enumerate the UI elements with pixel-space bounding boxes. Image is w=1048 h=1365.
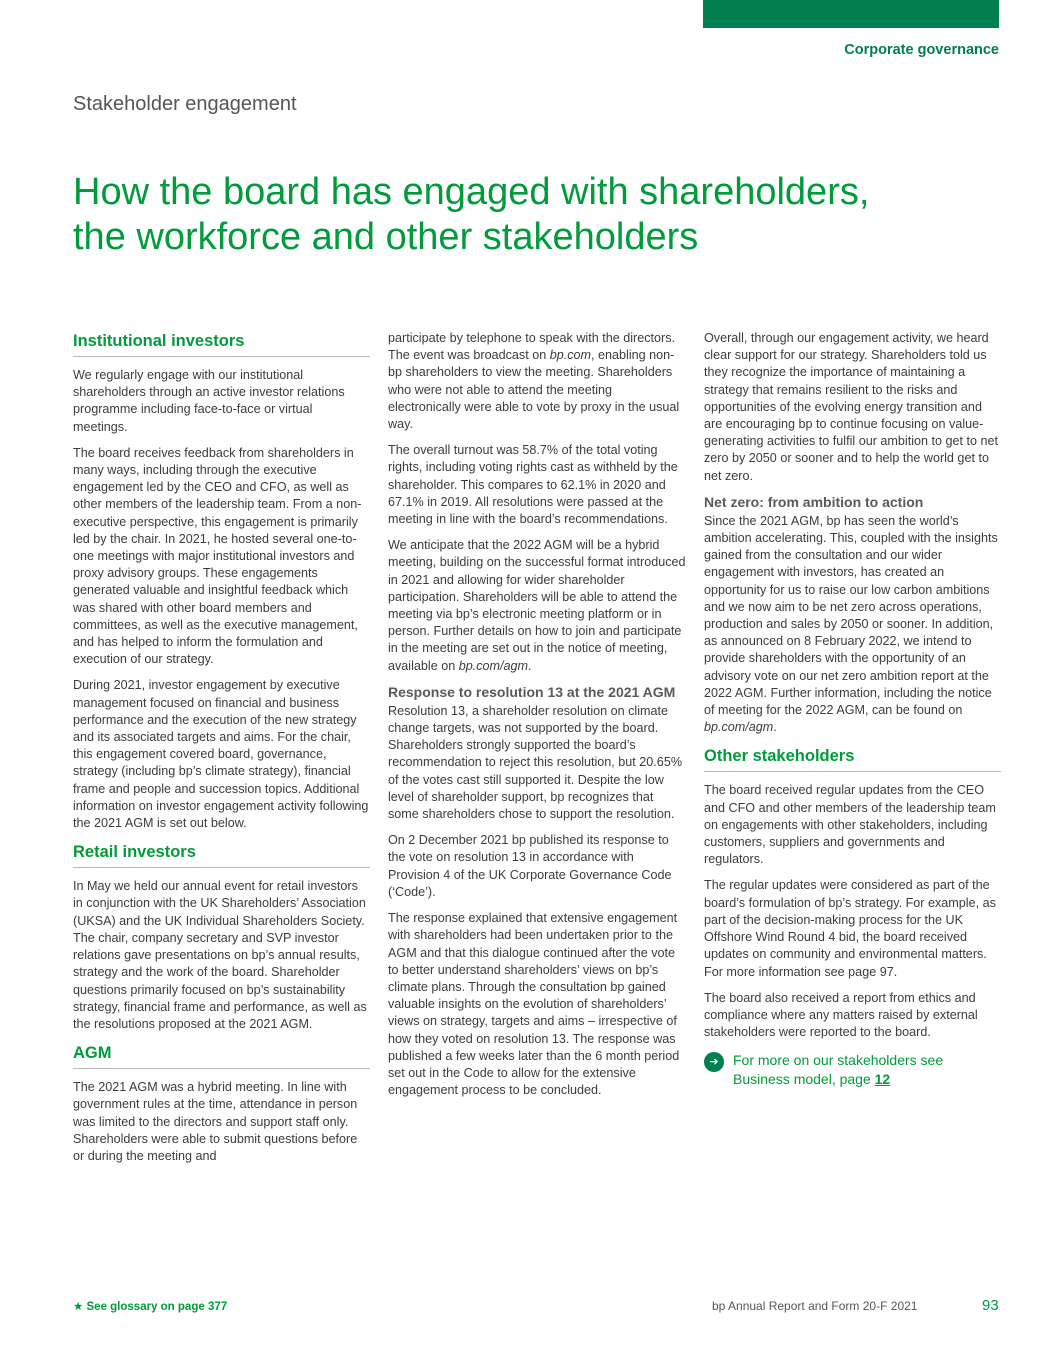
- paragraph: The overall turnout was 58.7% of the total voting rights, including voting rights cast as withheld by the shareholder. This compares to 62.1% in 2020 and 67.1% in 2019. All resolutions were passed at the meeting in line with the board’s recommendations.: [388, 443, 678, 527]
- paragraph: The board also received a report from ethics and compliance where any matters raised by external stakeholders were reported to the board.: [704, 990, 978, 1040]
- paragraph: Since the 2021 AGM, bp has seen the world’s ambition accelerating. This, coupled with the insights gained from the consultation and our wider engagement with investors, has created an opportunity for us to raise our low carbon ambitions and we now aim to be net zero across operations, production and sales by 2050 or sooner. In addition, as announced on 8 February 2022, we intend to provide shareholders with the opportunity of an advisory vote on our net zero ambition report at the 2022 AGM. Further information, including the notice of meeting for the 2022 AGM, can be found on bp.com/agm.: [704, 513, 998, 735]
- arrow-circle-icon: ➔: [704, 1052, 724, 1072]
- paragraph: In May we held our annual event for retail investors in conjunction with the UK Shareholders’ Association (UKSA) and the UK Individual Shareholders Society. The chair, company secretary and SVP investor relations gave presentations on bp’s annual results, strategy and the work of the board. Shareholder questions primarily focused on bp’s sustainability strategy, financial frame and performance, as well as the resolutions proposed at the 2021 AGM.: [73, 879, 367, 1031]
- bp-agm-link[interactable]: bp.com/agm: [458, 658, 529, 673]
- column-3: [704, 330, 1001, 1089]
- paragraph: During 2021, investor engagement by executive management focused on financial and business performance and the execution of the new strategy and its associated targets and aims. For the chair, this engagement covered board, governance, strategy (including bp’s climate strategy), financial frame and people and succession topics. Additional information on investor engagement activity following the 2021 AGM is set out below.: [73, 678, 369, 831]
- cross-reference[interactable]: [704, 1051, 1001, 1089]
- page-number: 93: [982, 1297, 999, 1314]
- heading-retail-investors: Retail investors: [73, 841, 370, 868]
- paragraph: The regular updates were considered as part of the board’s formulation of bp’s strategy. For example, as part of the decision-making process for the UK Offshore Wind Round 4 bid, the board received updates on community and environmental matters. For more information see page 97.: [704, 878, 996, 979]
- paragraph: The response explained that extensive engagement with shareholders had been undertaken prior to the AGM and that this dialogue continued after the vote to better understand shareholders’ views on bp’s climate plans. Through the consultation bp gained valuable insights on the evolution of shareholders’ views on strategy, targets and aims – irrespective of how they voted on resolution 13. The response was published a few weeks later than the 6 month period set out in the Code to allow for the extensive engagement process to be concluded.: [388, 911, 680, 1098]
- heading-net-zero: Net zero: from ambition to action: [704, 493, 924, 510]
- paragraph: participate by telephone to speak with the directors. The event was broadcast on bp.com, enabling non-bp shareholders to view the meeting. Shareholders who were not able to attend the meeting electronically were able to vote by proxy in the usual way.: [388, 331, 680, 432]
- header-accent-bar: [703, 0, 999, 28]
- report-title: bp Annual Report and Form 20-F 2021: [712, 1299, 918, 1313]
- paragraph: Overall, through our engagement activity, we heard clear support for our strategy. Shareholders told us they recognize the importance of maintaining a strategy that remains resilient to the risks and opportunities of the evolving energy transition and are encouraging bp to continue focusing on value-generating activities to fulfil our ambition to get to net zero by 2050 or sooner and to help the world get to net zero.: [704, 331, 999, 483]
- paragraph: We regularly engage with our institutional shareholders through an active investor relations programme including face-to-face or virtual meetings.: [73, 368, 345, 434]
- paragraph: We anticipate that the 2022 AGM will be a hybrid meeting, building on the successful format introduced in 2021 and allowing for wider shareholder participation. Shareholders will be able to attend the meeting via bp’s electronic meeting platform or in person. Further details on how to join and participate in the meeting are set out in the notice of meeting, available on bp.com/agm.: [388, 538, 686, 673]
- page-title: How the board has engaged with shareholders, the workforce and other stakeholders: [73, 171, 870, 258]
- bp-com-link[interactable]: bp.com: [549, 348, 592, 363]
- paragraph: On 2 December 2021 bp published its response to the vote on resolution 13 in accordance with Provision 4 of the UK Corporate Governance Code (‘Code’).: [388, 833, 672, 899]
- cross-reference-text[interactable]: For more on our stakeholders see Business model, page 12: [733, 1052, 944, 1088]
- page-reference-link[interactable]: 12: [874, 1071, 891, 1088]
- column-2: [388, 330, 686, 1108]
- glossary-link[interactable]: ★ See glossary on page 377: [73, 1301, 228, 1313]
- paragraph: The 2021 AGM was a hybrid meeting. In line with government rules at the time, attendance in person was limited to the directors and support staff only. Shareholders were able to submit questions before or during the meeting and: [73, 1080, 358, 1163]
- section-label: Corporate governance: [844, 42, 999, 58]
- heading-institutional-investors: Institutional investors: [73, 330, 370, 357]
- paragraph: The board receives feedback from shareholders in many ways, including through the executive engagement led by the CEO and CFO, as well as other members of the leadership team. From a non-executive perspective, this engagement is primarily led by the chair. In 2021, he hosted several one-to-one meetings with major institutional investors and proxy advisory groups. These engagements generated valuable and insightful feedback which was shared with other board members and committees, as well as the executive management, and has helped to inform the formulation and execution of our strategy.: [73, 445, 362, 667]
- paragraph: Resolution 13, a shareholder resolution on climate change targets, was not supported by the board. Shareholders strongly supported the board’s recommendation to reject this resolution, but 20.65% of the votes cast still supported it. Despite the low level of shareholder support, bp recognizes that some shareholders chose to support the resolution.: [388, 703, 683, 822]
- heading-agm: AGM: [73, 1042, 370, 1069]
- heading-other-stakeholders: Other stakeholders: [704, 745, 1001, 772]
- column-1: [73, 330, 370, 1174]
- heading-resolution-13: Response to resolution 13 at the 2021 AGM: [388, 683, 676, 700]
- page-subtitle: Stakeholder engagement: [73, 93, 297, 115]
- paragraph: The board received regular updates from the CEO and CFO and other members of the leadership team on engagements with other stakeholders, including customers, suppliers and governments and regulators.: [704, 783, 996, 867]
- bp-agm-link[interactable]: bp.com/agm: [704, 720, 774, 735]
